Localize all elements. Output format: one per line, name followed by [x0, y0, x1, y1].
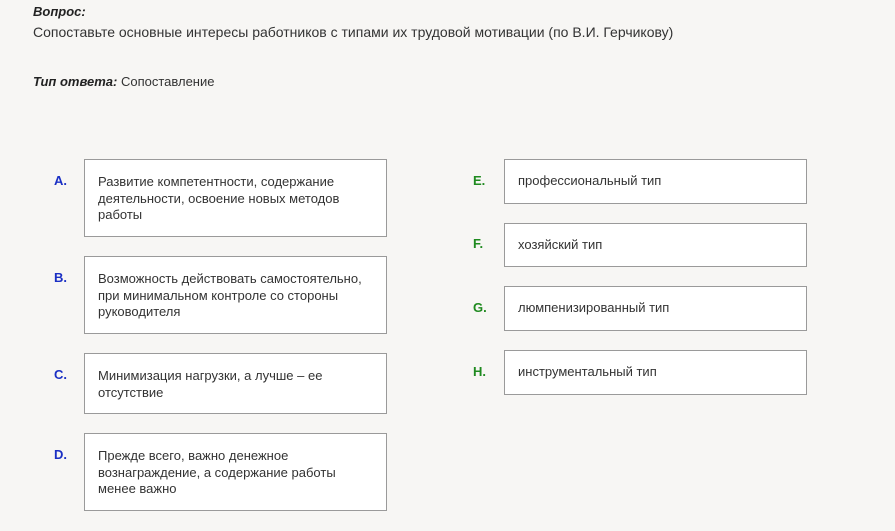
question-label: Вопрос:	[33, 4, 86, 19]
left-item-b[interactable]: Возможность действовать самостоятельно, при минимальном контроле со стороны руководителя	[84, 256, 387, 334]
answer-type-value: Сопоставление	[120, 74, 215, 89]
left-item-letter-c: C.	[54, 367, 67, 382]
right-item-g[interactable]: люмпенизированный тип	[504, 286, 807, 331]
left-item-letter-d: D.	[54, 447, 67, 462]
left-item-c[interactable]: Минимизация нагрузки, а лучше – ее отсутствие	[84, 353, 387, 414]
left-item-letter-b: B.	[54, 270, 67, 285]
right-item-letter-e: E.	[473, 173, 486, 188]
right-item-letter-f: F.	[473, 236, 484, 251]
question-text: Сопоставьте основные интересы работников с типами их трудовой мотивации (по В.И. Герчикову)	[33, 24, 674, 40]
left-item-d[interactable]: Прежде всего, важно денежное вознаграждение, а содержание работы менее важно	[84, 433, 387, 511]
left-item-a[interactable]: Развитие компетентности, содержание деятельности, освоение новых методов работы	[84, 159, 387, 237]
right-item-letter-g: G.	[473, 300, 487, 315]
left-item-letter-a: A.	[54, 173, 67, 188]
answer-type-label: Тип ответа:	[33, 74, 118, 89]
right-item-e[interactable]: профессиональный тип	[504, 159, 807, 204]
right-item-h[interactable]: инструментальный тип	[504, 350, 807, 395]
answer-type	[33, 74, 214, 89]
right-item-f[interactable]: хозяйский тип	[504, 223, 807, 267]
right-item-letter-h: H.	[473, 364, 486, 379]
